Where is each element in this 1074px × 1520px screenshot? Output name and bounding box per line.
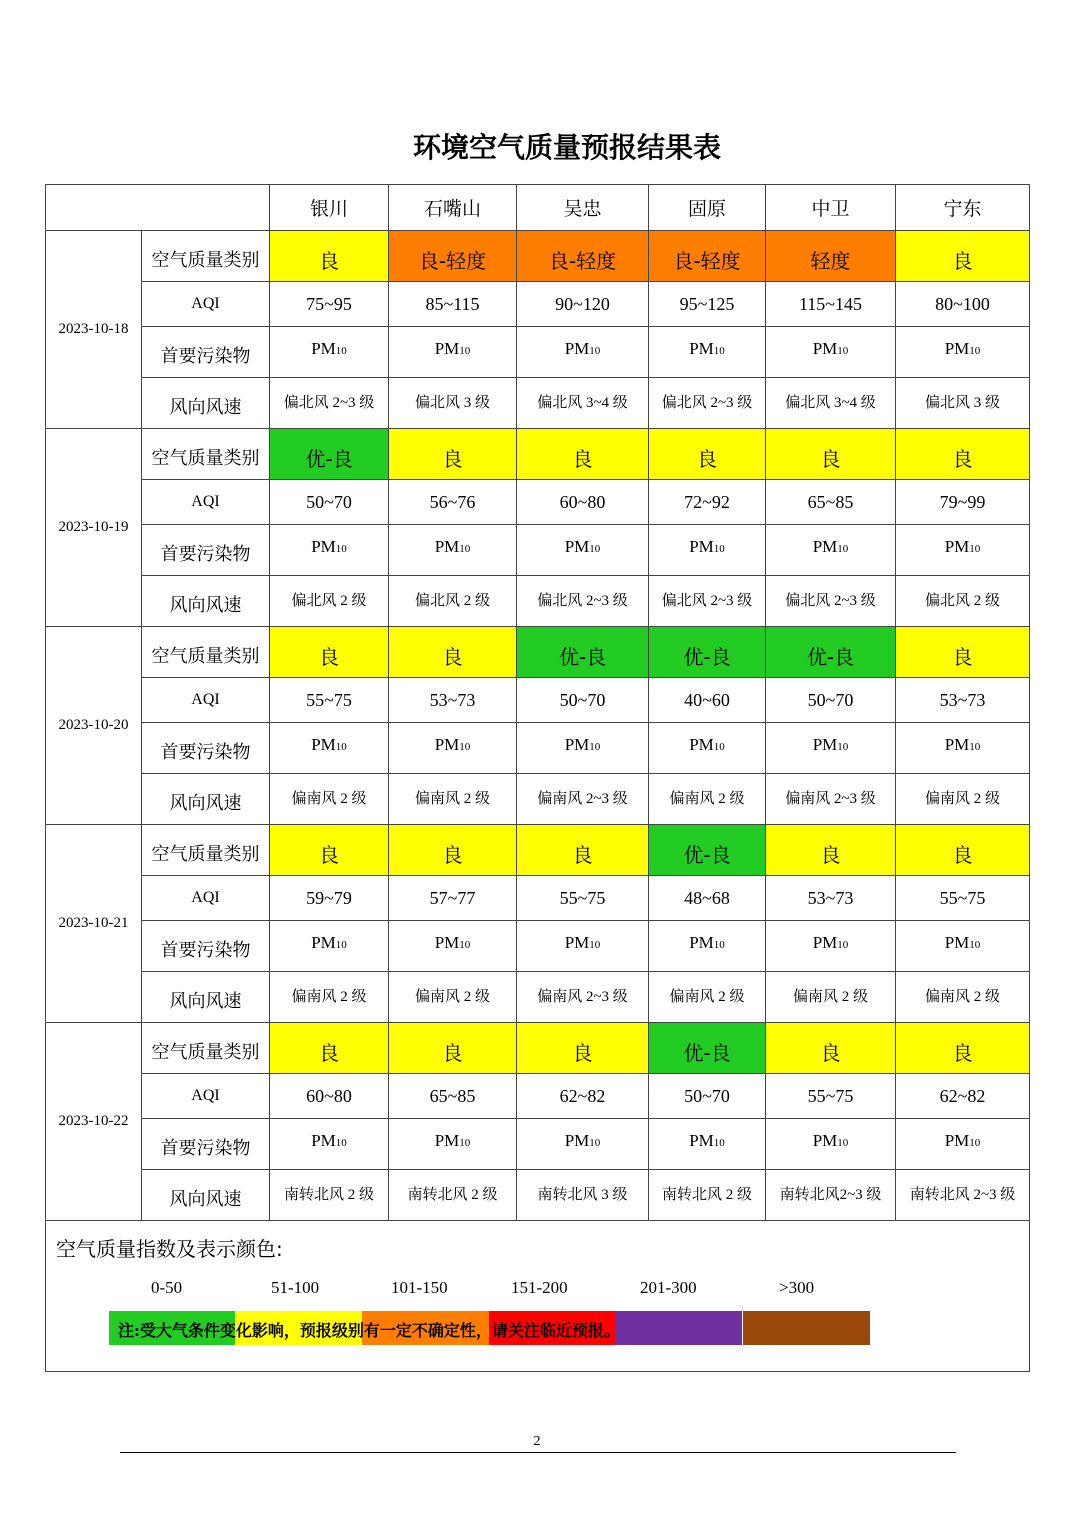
pollutant-cell [766, 723, 896, 774]
wind-row [46, 972, 1030, 1023]
legend-range-label: 151-200 [511, 1278, 568, 1297]
pollutant-cell [270, 921, 389, 972]
pollutant-row [46, 1119, 1030, 1170]
wind-label: 风向风速 [142, 1170, 270, 1221]
pollutant-subscript: 10 [837, 1137, 849, 1149]
category-cell: 优-良 [649, 825, 766, 876]
category-cell: 优-良 [766, 627, 896, 678]
aqi-label: AQI [142, 1074, 270, 1119]
aqi-row [46, 480, 1030, 525]
page-title: 环境空气质量预报结果表 [412, 131, 721, 164]
pollutant-subscript: 10 [969, 1137, 981, 1149]
pollutant-cell [270, 525, 389, 576]
aqi-cell: 55~75 [270, 678, 389, 723]
aqi-row [46, 1074, 1030, 1119]
pollutant-cell [649, 723, 766, 774]
category-label: 空气质量类别 [142, 825, 270, 876]
pollutant-cell [896, 327, 1030, 378]
pollutant-cell [389, 921, 517, 972]
pollutant-cell [389, 525, 517, 576]
wind-row [46, 378, 1030, 429]
pollutant-cell [270, 327, 389, 378]
pollutant-name: PM [434, 1131, 460, 1150]
wind-cell: 南转北风 2~3 级 [896, 1170, 1030, 1221]
pollutant-name: PM [564, 537, 590, 556]
category-cell: 优-良 [649, 1023, 766, 1074]
category-cell: 良 [896, 231, 1030, 282]
pollutant-name: PM [689, 933, 714, 952]
wind-cell: 偏南风 2 级 [270, 774, 389, 825]
pollutant-name: PM [944, 1131, 970, 1150]
pollutant-subscript: 10 [459, 741, 471, 753]
category-cell: 良 [270, 825, 389, 876]
category-label: 空气质量类别 [142, 627, 270, 678]
aqi-cell: 65~85 [389, 1074, 517, 1119]
pollutant-name: PM [944, 735, 970, 754]
pollutant-subscript: 10 [713, 1137, 725, 1149]
aqi-label: AQI [142, 282, 270, 327]
pollutant-name: PM [311, 339, 336, 358]
pollutant-row [46, 525, 1030, 576]
wind-cell: 偏北风 2~3 级 [649, 576, 766, 627]
pollutant-subscript: 10 [969, 345, 981, 357]
pollutant-cell [270, 723, 389, 774]
category-cell: 良 [270, 627, 389, 678]
pollutant-name: PM [434, 933, 460, 952]
category-cell: 良-轻度 [517, 231, 649, 282]
category-label: 空气质量类别 [142, 1023, 270, 1074]
legend-range-label: 0-50 [151, 1278, 183, 1297]
legend-title: 空气质量指数及表示颜色: [56, 1237, 283, 1261]
pollutant-subscript: 10 [459, 543, 471, 555]
wind-cell: 偏南风 2~3 级 [517, 972, 649, 1023]
pollutant-name: PM [812, 1131, 838, 1150]
aqi-cell: 50~70 [270, 480, 389, 525]
category-label: 空气质量类别 [142, 429, 270, 480]
page-number: 2 [533, 1434, 541, 1449]
wind-label: 风向风速 [142, 576, 270, 627]
category-row [46, 231, 1030, 282]
category-cell: 良 [389, 825, 517, 876]
pollutant-name: PM [944, 339, 970, 358]
aqi-cell: 60~80 [270, 1074, 389, 1119]
pollutant-cell [517, 1119, 649, 1170]
category-cell: 良 [389, 1023, 517, 1074]
wind-cell: 偏南风 2 级 [649, 972, 766, 1023]
pollutant-label: 首要污染物 [142, 327, 270, 378]
legend-color-swatch [743, 1311, 870, 1345]
category-cell: 优-良 [270, 429, 389, 480]
pollutant-subscript: 10 [335, 1137, 347, 1149]
wind-label: 风向风速 [142, 972, 270, 1023]
pollutant-label: 首要污染物 [142, 723, 270, 774]
city-header: 宁东 [896, 185, 1030, 231]
wind-row [46, 1170, 1030, 1221]
city-header: 吴忠 [517, 185, 649, 231]
pollutant-cell [517, 525, 649, 576]
wind-cell: 偏北风 2 级 [896, 576, 1030, 627]
wind-cell: 偏南风 2 级 [389, 774, 517, 825]
pollutant-name: PM [944, 933, 970, 952]
aqi-cell: 50~70 [517, 678, 649, 723]
category-cell: 良 [270, 231, 389, 282]
pollutant-name: PM [311, 933, 336, 952]
pollutant-cell [649, 1119, 766, 1170]
wind-cell: 南转北风 2 级 [270, 1170, 389, 1221]
pollutant-name: PM [689, 735, 714, 754]
header-corner [46, 185, 270, 231]
category-cell: 良 [517, 825, 649, 876]
pollutant-cell [517, 921, 649, 972]
footnote: 注:受大气条件变化影响，预报级别有一定不确定性，请关注临近预报。 [118, 1321, 620, 1340]
pollutant-cell [389, 723, 517, 774]
pollutant-cell [766, 525, 896, 576]
aqi-cell: 72~92 [649, 480, 766, 525]
city-header: 中卫 [766, 185, 896, 231]
pollutant-subscript: 10 [837, 741, 849, 753]
wind-cell: 偏南风 2 级 [896, 774, 1030, 825]
category-cell: 轻度 [766, 231, 896, 282]
category-cell: 良 [766, 825, 896, 876]
category-cell: 良 [896, 627, 1030, 678]
aqi-cell: 80~100 [896, 282, 1030, 327]
wind-cell: 偏南风 2~3 级 [766, 774, 896, 825]
pollutant-subscript: 10 [713, 543, 725, 555]
aqi-cell: 53~73 [389, 678, 517, 723]
footer-divider [120, 1452, 956, 1453]
pollutant-cell [896, 1119, 1030, 1170]
pollutant-subscript: 10 [459, 345, 471, 357]
wind-cell: 偏南风 2~3 级 [517, 774, 649, 825]
legend-range-label: 51-100 [271, 1278, 320, 1297]
pollutant-subscript: 10 [837, 543, 849, 555]
wind-cell: 南转北风 2 级 [389, 1170, 517, 1221]
pollutant-label: 首要污染物 [142, 921, 270, 972]
pollutant-subscript: 10 [589, 939, 601, 951]
aqi-label: AQI [142, 876, 270, 921]
aqi-cell: 56~76 [389, 480, 517, 525]
pollutant-subscript: 10 [459, 939, 471, 951]
aqi-cell: 40~60 [649, 678, 766, 723]
pollutant-row [46, 921, 1030, 972]
legend-color-swatch [615, 1311, 742, 1345]
pollutant-subscript: 10 [335, 543, 347, 555]
wind-cell: 南转北风2~3 级 [766, 1170, 896, 1221]
aqi-cell: 53~73 [766, 876, 896, 921]
wind-row [46, 774, 1030, 825]
wind-cell: 南转北风 3 级 [517, 1170, 649, 1221]
legend-cell [46, 1221, 1030, 1372]
category-cell: 良 [517, 1023, 649, 1074]
legend-range-label: 101-150 [391, 1278, 448, 1297]
wind-label: 风向风速 [142, 774, 270, 825]
wind-cell: 偏北风 2~3 级 [517, 576, 649, 627]
pollutant-name: PM [434, 537, 460, 556]
pollutant-name: PM [812, 339, 838, 358]
aqi-label: AQI [142, 480, 270, 525]
pollutant-cell [649, 921, 766, 972]
category-row [46, 1023, 1030, 1074]
aqi-row [46, 282, 1030, 327]
pollutant-subscript: 10 [335, 939, 347, 951]
category-cell: 优-良 [649, 627, 766, 678]
pollutant-subscript: 10 [969, 939, 981, 951]
pollutant-subscript: 10 [459, 1137, 471, 1149]
date-cell: 2023-10-22 [46, 1023, 142, 1221]
aqi-cell: 62~82 [896, 1074, 1030, 1119]
pollutant-row [46, 327, 1030, 378]
aqi-row [46, 678, 1030, 723]
wind-cell: 偏北风 2~3 级 [766, 576, 896, 627]
category-cell: 良 [766, 1023, 896, 1074]
wind-cell: 偏北风 3~4 级 [766, 378, 896, 429]
pollutant-subscript: 10 [335, 741, 347, 753]
wind-cell: 偏南风 2 级 [389, 972, 517, 1023]
pollutant-cell [517, 327, 649, 378]
category-cell: 良-轻度 [649, 231, 766, 282]
pollutant-cell [517, 723, 649, 774]
pollutant-subscript: 10 [589, 543, 601, 555]
forecast-table [45, 184, 1030, 1372]
pollutant-cell [896, 723, 1030, 774]
category-label: 空气质量类别 [142, 231, 270, 282]
pollutant-cell [649, 327, 766, 378]
aqi-cell: 48~68 [649, 876, 766, 921]
pollutant-cell [389, 1119, 517, 1170]
pollutant-name: PM [434, 735, 460, 754]
pollutant-subscript: 10 [589, 741, 601, 753]
category-cell: 良 [896, 1023, 1030, 1074]
category-row [46, 825, 1030, 876]
pollutant-name: PM [944, 537, 970, 556]
pollutant-cell [766, 1119, 896, 1170]
legend-range-label: 201-300 [640, 1278, 697, 1297]
pollutant-row [46, 723, 1030, 774]
city-header: 固原 [649, 185, 766, 231]
wind-cell: 偏北风 3 级 [896, 378, 1030, 429]
pollutant-name: PM [311, 537, 336, 556]
pollutant-cell [270, 1119, 389, 1170]
aqi-cell: 55~75 [766, 1074, 896, 1119]
aqi-label: AQI [142, 678, 270, 723]
pollutant-name: PM [434, 339, 460, 358]
pollutant-subscript: 10 [713, 939, 725, 951]
pollutant-label: 首要污染物 [142, 525, 270, 576]
legend-range-label: >300 [779, 1278, 815, 1297]
pollutant-subscript: 10 [589, 1137, 601, 1149]
pollutant-cell [896, 921, 1030, 972]
date-cell: 2023-10-21 [46, 825, 142, 1023]
wind-row [46, 576, 1030, 627]
aqi-cell: 75~95 [270, 282, 389, 327]
pollutant-cell [896, 525, 1030, 576]
pollutant-name: PM [812, 537, 838, 556]
aqi-cell: 53~73 [896, 678, 1030, 723]
pollutant-name: PM [311, 735, 336, 754]
pollutant-cell [766, 327, 896, 378]
wind-cell: 偏北风 2~3 级 [649, 378, 766, 429]
wind-cell: 偏北风 2 级 [270, 576, 389, 627]
wind-cell: 偏南风 2 级 [270, 972, 389, 1023]
category-cell: 良 [649, 429, 766, 480]
category-cell: 良-轻度 [389, 231, 517, 282]
date-cell: 2023-10-19 [46, 429, 142, 627]
aqi-row [46, 876, 1030, 921]
pollutant-cell [649, 525, 766, 576]
wind-cell: 南转北风 2 级 [649, 1170, 766, 1221]
aqi-cell: 50~70 [649, 1074, 766, 1119]
category-cell: 良 [896, 825, 1030, 876]
pollutant-name: PM [689, 537, 714, 556]
wind-cell: 偏南风 2 级 [896, 972, 1030, 1023]
aqi-cell: 115~145 [766, 282, 896, 327]
pollutant-name: PM [564, 339, 590, 358]
aqi-cell: 95~125 [649, 282, 766, 327]
pollutant-name: PM [689, 1131, 714, 1150]
pollutant-name: PM [812, 735, 838, 754]
pollutant-label: 首要污染物 [142, 1119, 270, 1170]
legend-row [46, 1221, 1030, 1372]
header-row [46, 185, 1030, 231]
aqi-cell: 85~115 [389, 282, 517, 327]
pollutant-name: PM [689, 339, 714, 358]
date-cell: 2023-10-20 [46, 627, 142, 825]
category-cell: 优-良 [517, 627, 649, 678]
wind-cell: 偏南风 2 级 [766, 972, 896, 1023]
wind-cell: 偏南风 2 级 [649, 774, 766, 825]
pollutant-subscript: 10 [589, 345, 601, 357]
pollutant-subscript: 10 [837, 345, 849, 357]
pollutant-cell [766, 921, 896, 972]
pollutant-subscript: 10 [713, 741, 725, 753]
aqi-cell: 62~82 [517, 1074, 649, 1119]
category-cell: 良 [896, 429, 1030, 480]
aqi-cell: 57~77 [389, 876, 517, 921]
wind-cell: 偏北风 2 级 [389, 576, 517, 627]
category-cell: 良 [389, 627, 517, 678]
aqi-cell: 55~75 [896, 876, 1030, 921]
aqi-cell: 55~75 [517, 876, 649, 921]
aqi-cell: 59~79 [270, 876, 389, 921]
pollutant-name: PM [311, 1131, 336, 1150]
category-row [46, 627, 1030, 678]
pollutant-name: PM [812, 933, 838, 952]
pollutant-subscript: 10 [969, 543, 981, 555]
pollutant-subscript: 10 [713, 345, 725, 357]
date-cell: 2023-10-18 [46, 231, 142, 429]
aqi-cell: 79~99 [896, 480, 1030, 525]
pollutant-subscript: 10 [335, 345, 347, 357]
aqi-cell: 90~120 [517, 282, 649, 327]
wind-cell: 偏北风 3 级 [389, 378, 517, 429]
aqi-cell: 60~80 [517, 480, 649, 525]
wind-label: 风向风速 [142, 378, 270, 429]
category-row [46, 429, 1030, 480]
pollutant-subscript: 10 [969, 741, 981, 753]
category-cell: 良 [389, 429, 517, 480]
category-cell: 良 [766, 429, 896, 480]
pollutant-subscript: 10 [837, 939, 849, 951]
city-header: 石嘴山 [389, 185, 517, 231]
wind-cell: 偏北风 3~4 级 [517, 378, 649, 429]
category-cell: 良 [517, 429, 649, 480]
pollutant-name: PM [564, 735, 590, 754]
pollutant-name: PM [564, 933, 590, 952]
pollutant-cell [389, 327, 517, 378]
aqi-cell: 50~70 [766, 678, 896, 723]
aqi-cell: 65~85 [766, 480, 896, 525]
pollutant-name: PM [564, 1131, 590, 1150]
category-cell: 良 [270, 1023, 389, 1074]
wind-cell: 偏北风 2~3 级 [270, 378, 389, 429]
city-header: 银川 [270, 185, 389, 231]
